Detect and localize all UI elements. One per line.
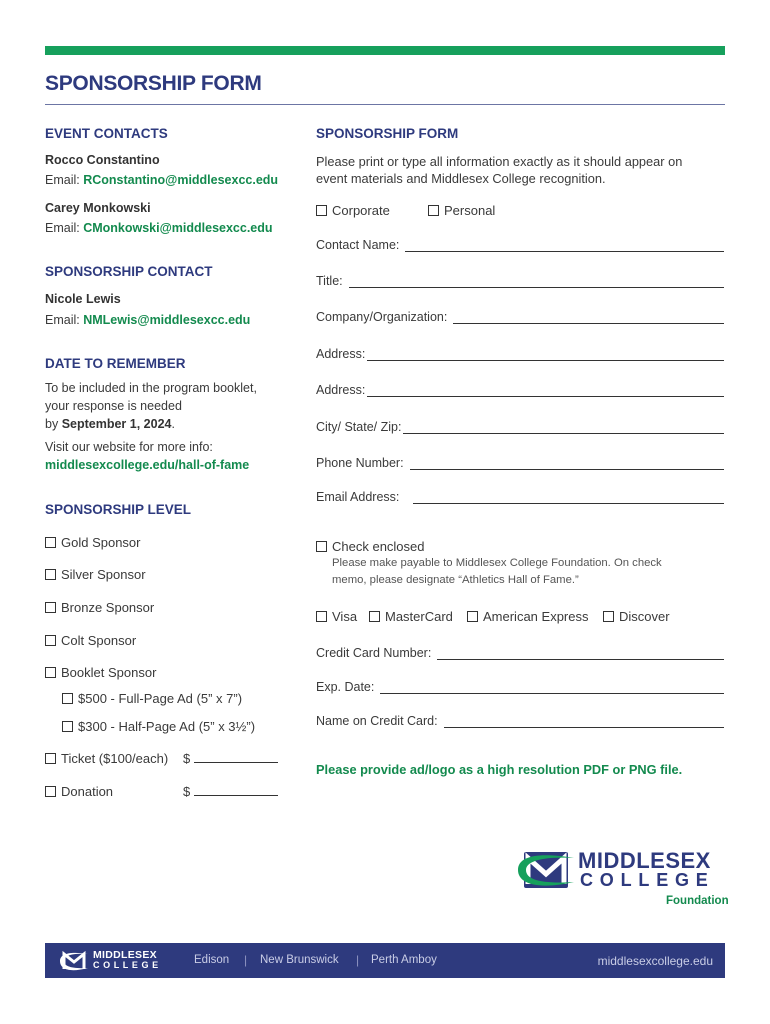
field-line[interactable] [367, 349, 724, 361]
checkbox[interactable] [316, 541, 327, 552]
company-field[interactable] [316, 308, 724, 324]
checkbox[interactable] [45, 667, 56, 678]
field-line[interactable] [403, 422, 724, 434]
sponsorship-contact-name: Nicole Lewis [45, 292, 121, 306]
footer-logo [59, 949, 169, 973]
footer-location: Perth Amboy [371, 954, 437, 966]
checkbox[interactable] [369, 611, 380, 622]
footer-location: New Brunswick [260, 954, 339, 966]
phone-field[interactable] [316, 454, 724, 470]
footer-separator: | [356, 953, 360, 967]
type-option-corporate [316, 203, 390, 218]
field-label: Address: [316, 347, 366, 361]
date-line-1: To be included in the program booklet, [45, 381, 257, 395]
booklet-option-half-page [62, 719, 255, 734]
address-field-1[interactable] [316, 345, 724, 361]
footer-separator: | [244, 953, 248, 967]
mc-monogram-icon [516, 850, 576, 890]
top-accent-bar [45, 46, 725, 55]
field-line[interactable] [444, 716, 724, 728]
checkbox[interactable] [62, 721, 73, 732]
field-label: Phone Number: [316, 456, 404, 470]
form-intro-1: Please print or type all information exactly as it should appear on [316, 154, 683, 169]
level-option-gold [45, 535, 141, 550]
option-label: MasterCard [385, 609, 453, 624]
field-label: Name on Credit Card: [316, 714, 438, 728]
contact-email-link[interactable]: RConstantino@middlesexcc.edu [83, 173, 279, 187]
event-contacts-heading: EVENT CONTACTS [45, 126, 168, 141]
field-label: Company/Organization: [316, 310, 448, 324]
sponsorship-contact-email-link[interactable]: NMLewis@middlesexcc.edu [83, 313, 251, 327]
footer-location: Edison [194, 954, 230, 966]
footer-website-link[interactable]: middlesexcollege.edu [597, 954, 713, 968]
footer-logo-line-1: MIDDLESEX [93, 949, 157, 961]
check-note-2: memo, please designate “Athletics Hall of Fame.” [332, 574, 579, 586]
card-option-amex [467, 609, 588, 624]
field-line[interactable] [405, 240, 724, 252]
page-title: SPONSORSHIP FORM [45, 72, 262, 95]
sponsorship-contact-heading: SPONSORSHIP CONTACT [45, 264, 213, 279]
logo-name-line-1: MIDDLESEX [578, 848, 711, 873]
option-label: Donation [61, 784, 114, 799]
contact-email-row [45, 220, 273, 237]
option-label: Corporate [332, 203, 390, 218]
email-label: Email: [45, 173, 84, 187]
sponsorship-contact-email-row [45, 312, 250, 329]
checkbox[interactable] [45, 786, 56, 797]
contact-name: Rocco Constantino [45, 153, 160, 167]
option-label: Personal [444, 203, 496, 218]
booklet-option-full-page [62, 691, 242, 706]
field-line[interactable] [410, 458, 724, 470]
checkbox[interactable] [62, 693, 73, 704]
logo-foundation-label: Foundation [666, 895, 729, 907]
field-line[interactable] [453, 312, 724, 324]
footer-logo-line-2: COLLEGE [93, 960, 162, 970]
field-label: Title: [316, 274, 343, 288]
currency-symbol: $ [183, 784, 191, 799]
logo-name-line-2: COLLEGE [580, 870, 715, 890]
donation-amount-line[interactable] [194, 784, 278, 796]
website-link[interactable]: middlesexcollege.edu/hall-of-fame [45, 458, 250, 472]
footer-bar [45, 943, 725, 978]
address-field-2[interactable] [316, 381, 724, 397]
field-label: City/ State/ Zip: [316, 420, 402, 434]
date-prefix: by [45, 417, 62, 431]
field-label: Credit Card Number: [316, 646, 432, 660]
checkbox[interactable] [45, 569, 56, 580]
checkbox[interactable] [467, 611, 478, 622]
field-label: Address: [316, 383, 366, 397]
ticket-option [45, 751, 168, 766]
field-label: Contact Name: [316, 238, 400, 252]
exp-date-field[interactable] [316, 678, 724, 694]
checkbox[interactable] [603, 611, 614, 622]
checkbox[interactable] [428, 205, 439, 216]
option-label: American Express [483, 609, 589, 624]
option-label: Visa [332, 609, 358, 624]
check-note-1: Please make payable to Middlesex College Foundation. On check [332, 557, 662, 569]
option-label: Check enclosed [332, 539, 425, 554]
option-label: Colt Sponsor [61, 633, 137, 648]
contact-name-field[interactable] [316, 236, 724, 252]
logo-upload-note: Please provide ad/logo as a high resolution PDF or PNG file. [316, 762, 683, 777]
city-state-zip-field[interactable] [316, 418, 724, 434]
field-line[interactable] [367, 385, 724, 397]
date-suffix: . [171, 417, 175, 431]
option-label: $300 - Half-Page Ad (5” x 3½”) [78, 719, 256, 734]
option-label: Discover [619, 609, 670, 624]
currency-symbol: $ [183, 751, 191, 766]
option-label: Silver Sponsor [61, 567, 146, 582]
ticket-amount [183, 751, 278, 766]
option-label: Booklet Sponsor [61, 665, 157, 680]
donation-amount [183, 784, 278, 799]
type-option-personal [428, 203, 495, 218]
option-label: $500 - Full-Page Ad (5” x 7”) [78, 691, 243, 706]
field-label: Exp. Date: [316, 680, 375, 694]
email-label: Email: [45, 313, 84, 327]
level-option-bronze [45, 600, 154, 615]
email-label: Email: [45, 221, 84, 235]
college-logo [516, 848, 729, 912]
card-number-field[interactable] [316, 644, 724, 660]
checkbox[interactable] [45, 635, 56, 646]
form-intro-2: event materials and Middlesex College recognition. [316, 171, 606, 186]
option-label: Bronze Sponsor [61, 600, 155, 615]
field-line[interactable] [380, 682, 724, 694]
field-line[interactable] [349, 276, 724, 288]
date-line-3 [45, 416, 175, 433]
name-on-card-field[interactable] [316, 712, 724, 728]
check-enclosed-option [316, 539, 425, 554]
title-field[interactable] [316, 272, 724, 288]
email-address-field[interactable] [316, 488, 724, 504]
donation-option [45, 784, 113, 799]
contact-name: Carey Monkowski [45, 201, 151, 215]
field-label: Email Address: [316, 490, 400, 504]
footer-monogram-icon [59, 950, 89, 972]
checkbox[interactable] [316, 611, 327, 622]
contact-email-row [45, 172, 278, 189]
option-label: Gold Sponsor [61, 535, 141, 550]
card-option-visa [316, 609, 357, 624]
field-line[interactable] [413, 492, 724, 504]
date-line-2: your response is needed [45, 399, 182, 413]
checkbox[interactable] [45, 753, 56, 764]
sponsorship-level-heading: SPONSORSHIP LEVEL [45, 502, 192, 517]
level-option-colt [45, 633, 136, 648]
option-label: Ticket ($100/each) [61, 751, 169, 766]
card-option-discover [603, 609, 670, 624]
card-option-mastercard [369, 609, 453, 624]
field-line[interactable] [437, 648, 724, 660]
contact-email-link[interactable]: CMonkowski@middlesexcc.edu [83, 221, 273, 235]
title-divider [45, 104, 725, 105]
date-heading: DATE TO REMEMBER [45, 356, 186, 371]
ticket-amount-line[interactable] [194, 751, 278, 763]
level-option-silver [45, 567, 146, 582]
deadline-date: September 1, 2024 [61, 417, 172, 431]
level-option-booklet [45, 665, 156, 680]
checkbox[interactable] [316, 205, 327, 216]
checkbox[interactable] [45, 602, 56, 613]
visit-text: Visit our website for more info: [45, 440, 213, 454]
sponsorship-form-heading: SPONSORSHIP FORM [316, 126, 459, 141]
checkbox[interactable] [45, 537, 56, 548]
